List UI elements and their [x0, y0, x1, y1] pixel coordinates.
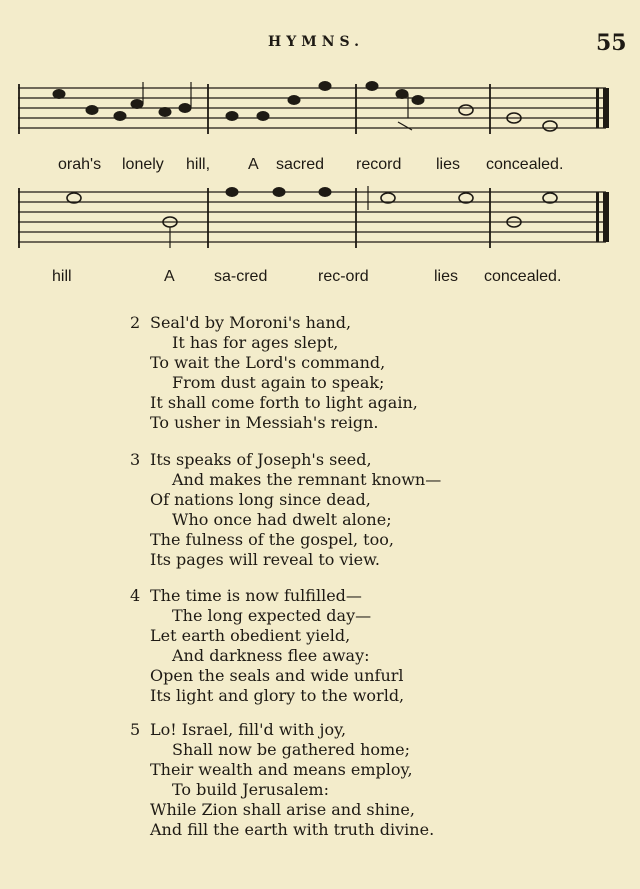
stanza-line: Their wealth and means employ,	[150, 760, 413, 779]
stanza-line: The long expected day—	[172, 606, 372, 625]
stanza-line: While Zion shall arise and shine,	[150, 800, 415, 819]
stanza-line: It has for ages slept,	[172, 333, 339, 352]
lyrics-line-2	[0, 268, 640, 292]
stanza-line: Open the seals and wide unfurl	[150, 666, 404, 685]
stanza-line: Shall now be gathered home;	[172, 740, 411, 759]
lyric-syllable: sacred	[276, 156, 325, 173]
stanza-line: From dust again to speak;	[172, 373, 385, 392]
stanza-line: It shall come forth to light again,	[150, 393, 418, 412]
stanza-line: Let earth obedient yield,	[150, 626, 351, 645]
stanza-line: And darkness flee away:	[172, 646, 370, 665]
lyric-syllable: orah's	[58, 156, 102, 173]
lyric-syllable: concealed.	[486, 156, 564, 173]
lyric-syllable: lonely	[122, 156, 164, 173]
lyric-syllable: concealed.	[484, 268, 562, 285]
stanza-line: And makes the remnant known—	[172, 470, 442, 489]
stanza-line: The fulness of the gospel, too,	[150, 530, 394, 549]
stanza-line: To wait the Lord's command,	[150, 353, 386, 372]
lyric-syllable: lies	[434, 268, 459, 285]
lyric-syllable: A	[164, 268, 175, 285]
music-staff-2	[0, 182, 640, 254]
lyric-syllable: hill,	[186, 156, 211, 173]
lyric-syllable: rec-ord	[318, 268, 369, 285]
lyrics-line-1	[0, 156, 640, 180]
stanza-line: Who once had dwelt alone;	[172, 510, 392, 529]
stanza-number: 4	[130, 586, 141, 605]
page-header	[0, 30, 640, 60]
stanza-line: And fill the earth with truth divine.	[150, 820, 435, 839]
lyric-syllable: record	[356, 156, 402, 173]
lyric-syllable: sa-cred	[214, 268, 268, 285]
stanza-4	[130, 586, 404, 706]
stanza-3	[130, 450, 441, 570]
lyric-syllable: hill	[52, 268, 72, 285]
running-head: HYMNS.	[268, 34, 365, 50]
stanza-line: Of nations long since dead,	[150, 490, 371, 509]
stanza-number: 2	[130, 313, 141, 332]
stanza-line: 2 Seal'd by Moroni's hand,	[130, 313, 352, 332]
stanza-line: 3 Its speaks of Joseph's seed,	[130, 450, 372, 469]
stanza-number: 5	[130, 720, 141, 739]
page-number: 55	[596, 30, 627, 56]
stanza-line: 4 The time is now fulfilled—	[130, 586, 362, 605]
stanza-line: Its pages will reveal to view.	[150, 550, 380, 569]
stanza-number: 3	[130, 450, 141, 469]
stanza-line: Its light and glory to the world,	[150, 686, 405, 705]
stanza-line: To usher in Messiah's reign.	[150, 413, 379, 432]
stanza-line: To build Jerusalem:	[172, 780, 329, 799]
lyric-syllable: A	[248, 156, 259, 173]
stanza-2	[130, 313, 418, 433]
lyric-syllable: lies	[436, 156, 461, 173]
stanza-5	[130, 720, 434, 840]
stanza-line: 5 Lo! Israel, fill'd with joy,	[130, 720, 347, 739]
music-staff-1	[0, 78, 640, 138]
